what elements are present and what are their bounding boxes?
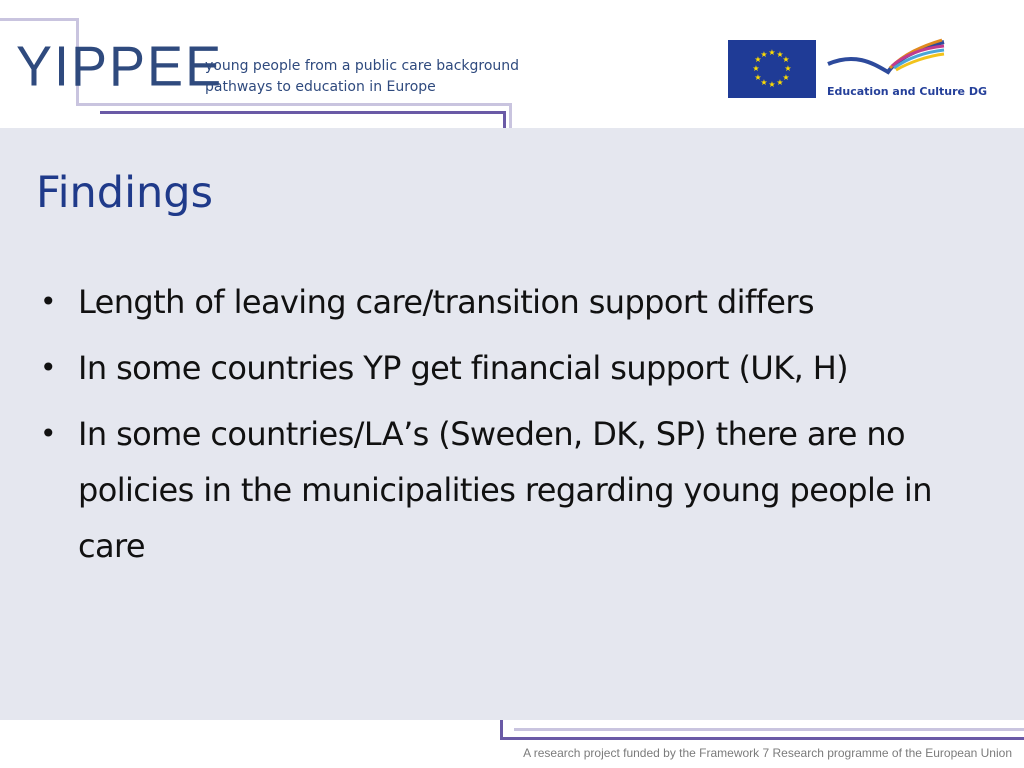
bullet-text: In some countries/LA’s (Sweden, DK, SP) there are no policies in the municipalities regarding young people in care — [78, 415, 932, 565]
svg-text:★: ★ — [760, 50, 768, 59]
bullet-dot: • — [40, 285, 56, 318]
tagline-line-1: young people from a public care background — [205, 58, 520, 74]
education-culture-label: Education and Culture DG — [827, 85, 988, 98]
yippee-logo: YIPPEE — [16, 34, 224, 98]
svg-text:★: ★ — [782, 73, 790, 82]
footer-funding-note: A research project funded by the Framework 7 Research programme of the European Union — [523, 746, 1012, 760]
bullet-list — [36, 274, 976, 584]
svg-text:★: ★ — [782, 55, 790, 64]
svg-text:★: ★ — [754, 55, 762, 64]
slide-content — [0, 128, 1024, 720]
eu-flag-icon — [728, 40, 816, 98]
logo-frame-mid — [76, 103, 512, 106]
svg-text:★: ★ — [754, 73, 762, 82]
svg-text:★: ★ — [752, 64, 760, 73]
svg-text:★: ★ — [760, 78, 768, 87]
eu-flag-graphic — [728, 40, 816, 98]
tagline-line-2: pathways to education in Europe — [205, 79, 436, 95]
logo-frame-corner — [503, 111, 506, 128]
education-culture-swoosh-icon — [826, 38, 946, 82]
bullet-dot: • — [40, 417, 56, 450]
slide-title: Findings — [36, 168, 213, 218]
svg-text:★: ★ — [768, 48, 776, 57]
bullet-dot: • — [40, 351, 56, 384]
svg-text:★: ★ — [768, 80, 776, 89]
svg-text:★: ★ — [776, 78, 784, 87]
bullet-item — [36, 274, 976, 330]
bullet-item — [36, 340, 976, 396]
footer-frame-light — [514, 728, 1024, 731]
bullet-text: Length of leaving care/transition support differs — [78, 283, 814, 321]
header — [0, 0, 1024, 128]
footer-frame-line — [500, 737, 1024, 740]
logo-frame-right — [509, 103, 512, 128]
logo-tagline — [205, 56, 519, 98]
bullet-text: In some countries YP get financial support (UK, H) — [78, 349, 849, 387]
logo-frame-bottom — [100, 111, 506, 114]
logo-frame-top — [0, 18, 78, 21]
bullet-item — [36, 406, 976, 574]
svg-text:★: ★ — [776, 50, 784, 59]
svg-text:★: ★ — [784, 64, 792, 73]
